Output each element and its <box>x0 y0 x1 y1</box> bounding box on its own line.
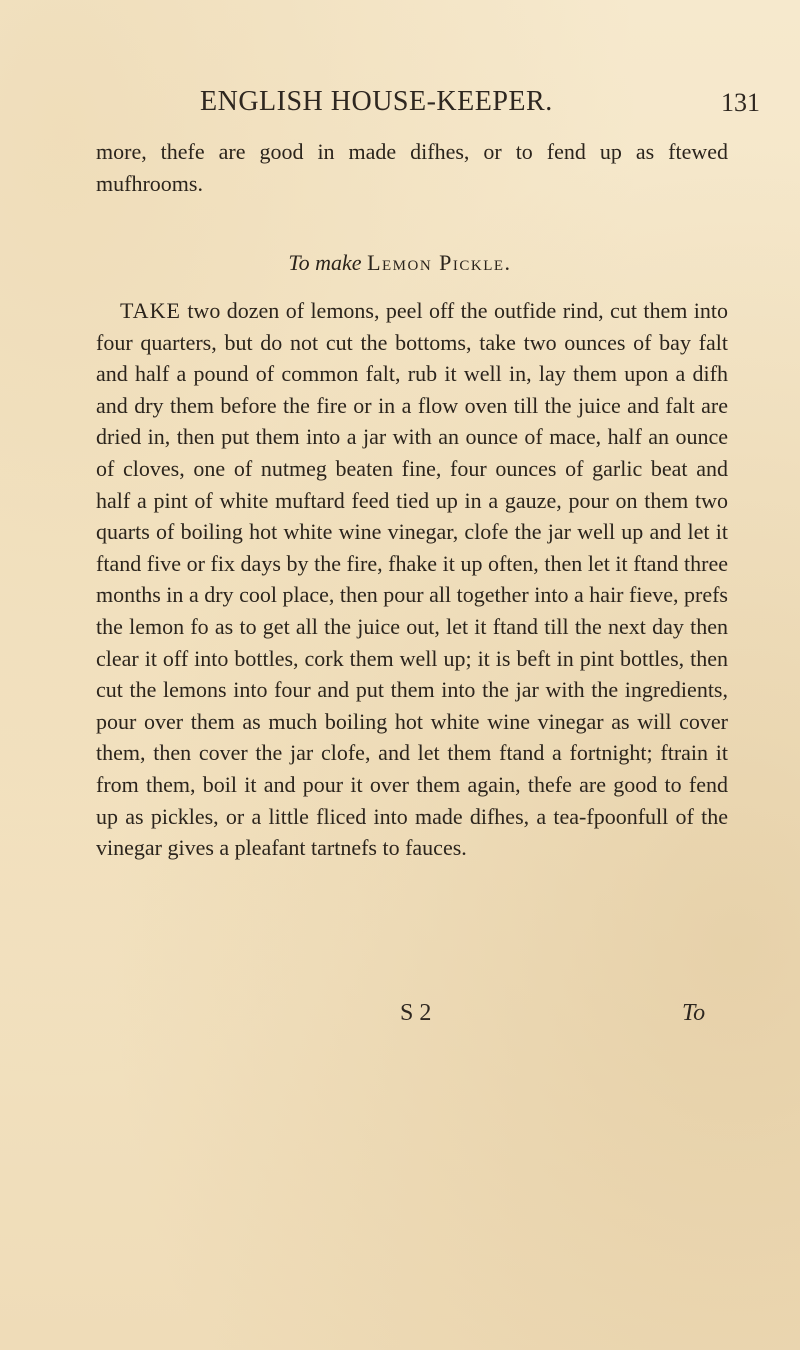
continuation-paragraph: more, thefe are good in made difhes, or to fend up as ftewed mufhrooms. <box>96 139 728 196</box>
recipe-title-prefix: To make <box>288 250 362 275</box>
page-footer <box>0 1000 800 1040</box>
signature-mark: S 2 <box>400 1000 432 1026</box>
recipe-title-main: Lemon Pickle. <box>367 250 512 275</box>
running-head: ENGLISH HOUSE-KEEPER. <box>200 86 553 117</box>
page-number: 131 <box>721 88 760 117</box>
recipe-title <box>0 250 800 276</box>
page-header <box>200 86 760 126</box>
recipe-body-text: two dozen of lemons, peel off the outfide rind, cut them into four quarters, but do not cut the bottoms, take two ounces of bay falt and half a pound of common falt, rub it well in, lay them upon a difh and dry them before the fire or in a flow oven till the juice and falt are dried in, then put them into a jar with an ounce of mace, half an ounce of cloves, one of nutmeg beaten fine, four ounces of garlic beat and half a pint of white muftard feed tied up in a gauze, pour on them two quarts of boiling hot white wine vinegar, clofe the jar well up and let it ftand five or fix days by the fire, fhake it up often, then let it ftand three months in a dry cool place, then pour all together into a hair fieve, prefs the lemon fo as to get all the juice out, let it ftand till the next day then clear it off into bottles, cork them well up; it is beft in pint bottles, then cut the lemons into four and put them into the jar with the ingredients, pour over them as much boiling hot white wine vinegar as will cover them, then cover the jar clofe, and let them ftand a fortnight; ftrain it from them, boil it and pour it over them again, thefe are good to fend up as pickles, or a little fliced into made difhes, a tea-fpoonfull of the vinegar gives a pleafant tartnefs to fauces. <box>96 298 728 861</box>
recipe-lead-word: TAKE <box>120 298 181 323</box>
recipe-body <box>96 295 728 864</box>
catchword: To <box>682 1000 706 1026</box>
